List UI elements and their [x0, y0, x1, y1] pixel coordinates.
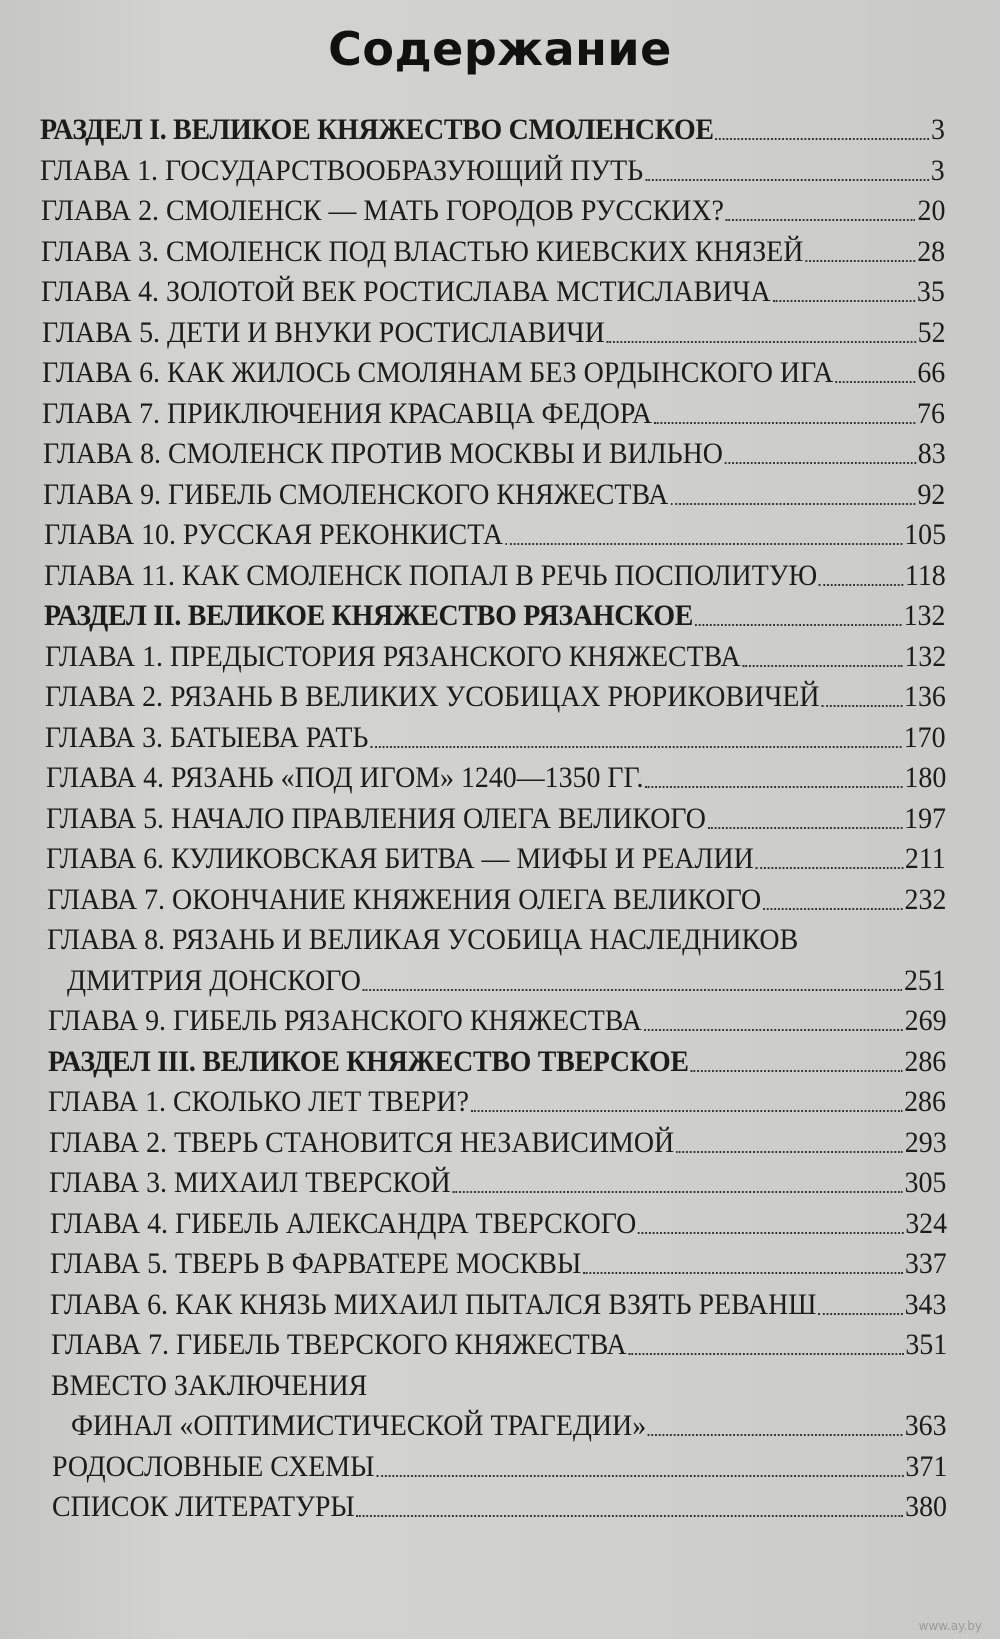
dot-leader	[821, 705, 902, 707]
dot-leader	[504, 543, 901, 545]
toc-page-number: 293	[904, 1125, 947, 1159]
toc-entry-title: РАЗДЕЛ I. ВЕЛИКОЕ КНЯЖЕСТВО СМОЛЕНСКОЕ	[40, 113, 714, 146]
toc-entry-row	[41, 268, 945, 310]
toc-entry-title: СПИСОК ЛИТЕРАТУРЫ	[52, 1490, 355, 1523]
toc-entry-title: ГЛАВА 3. СМОЛЕНСК ПОД ВЛАСТЬЮ КИЕВСКИХ КНЯЗЕЙ	[41, 234, 804, 268]
toc-entry-row	[50, 1200, 947, 1242]
dot-leader	[756, 867, 903, 869]
toc-page-number: 380	[905, 1490, 947, 1523]
toc-page-number: 3	[931, 153, 946, 187]
toc-entry-title: ГЛАВА 5. ТВЕРЬ В ФАРВАТЕРЕ МОСКВЫ	[49, 1247, 582, 1280]
toc-entry-title: ГЛАВА 7. ГИБЕЛЬ ТВЕРСКОГО КНЯЖЕСТВА	[50, 1328, 627, 1361]
toc-entry-row	[46, 835, 946, 877]
toc-entry-row	[47, 916, 946, 958]
toc-page-number: 211	[905, 842, 947, 875]
page-title: Содержание	[328, 22, 672, 76]
dot-leader	[716, 138, 930, 140]
toc-page-number: 105	[903, 518, 946, 551]
toc-entry-title: ДМИТРИЯ ДОНСКОГО	[67, 963, 362, 997]
toc-entry-row	[45, 714, 946, 756]
toc-page-number: 92	[917, 477, 946, 511]
dot-leader	[363, 989, 902, 991]
toc-entry-title: ГЛАВА 4. РЯЗАНЬ «ПОД ИГОМ» 1240—1350 ГГ.	[45, 761, 644, 794]
toc-entry-title: ГЛАВА 9. ГИБЕЛЬ РЯЗАНСКОГО КНЯЖЕСТВА	[47, 1004, 642, 1037]
toc-page-number: 251	[904, 963, 947, 997]
toc-entry-row	[51, 1321, 947, 1363]
toc-entry-title: ФИНАЛ «ОПТИМИСТИЧЕСКОЙ ТРАГЕДИИ»	[71, 1409, 647, 1442]
toc-entry-row	[50, 1281, 946, 1323]
toc-page-number: 180	[904, 761, 946, 794]
dot-leader	[357, 1515, 904, 1517]
toc-page-number: 232	[904, 882, 947, 916]
toc-page-number: 20	[917, 194, 946, 227]
toc-entry-row	[46, 754, 946, 796]
toc-entry-row	[40, 147, 945, 189]
toc-entry-row	[48, 997, 947, 1039]
dot-leader	[583, 1272, 903, 1274]
toc-page-number: 3	[931, 113, 945, 146]
toc-entry-title: ГЛАВА 6. КАК КНЯЗЬ МИХАИЛ ПЫТАЛСЯ ВЗЯТЬ РЕВАНШ	[50, 1287, 817, 1321]
dot-leader	[691, 1070, 903, 1072]
toc-entry-row	[45, 633, 946, 675]
toc-entry-row	[52, 1483, 947, 1525]
dot-leader	[676, 1151, 903, 1153]
dot-leader	[763, 908, 903, 910]
toc-page-number: 305	[904, 1166, 947, 1199]
toc-page-number: 66	[917, 356, 946, 389]
toc-entry-title: ГЛАВА 3. МИХАИЛ ТВЕРСКОЙ	[49, 1166, 451, 1199]
toc-page-number: 132	[903, 599, 946, 632]
toc-entry-row	[44, 511, 946, 553]
watermark: www.ay.by	[918, 1619, 982, 1633]
toc-entry-row	[47, 876, 946, 918]
toc-entry-title: ГЛАВА 6. КУЛИКОВСКАЯ БИТВА — МИФЫ И РЕАЛИИ	[46, 842, 755, 875]
dot-leader	[453, 1191, 903, 1193]
toc-entry-title: ГЛАВА 8. РЯЗАНЬ И ВЕЛИКАЯ УСОБИЦА НАСЛЕДНИКОВ	[47, 923, 799, 956]
toc-page-number: 76	[917, 396, 946, 430]
toc-entry-title: РАЗДЕЛ II. ВЕЛИКОЕ КНЯЖЕСТВО РЯЗАНСКОЕ	[44, 599, 694, 632]
dot-leader	[645, 179, 929, 181]
toc-section-row	[48, 1038, 946, 1080]
toc-entry-row	[43, 430, 946, 472]
toc-entry-title: ГЛАВА 4. ЗОЛОТОЙ ВЕК РОСТИСЛАВА МСТИСЛАВИЧА	[41, 275, 772, 308]
toc-page-number: 324	[904, 1206, 947, 1240]
toc-entry-row	[46, 795, 946, 837]
toc-entry-title: ВМЕСТО ЗАКЛЮЧЕНИЯ	[50, 1368, 368, 1402]
toc-entry-title: ГЛАВА 5. ДЕТИ И ВНУКИ РОСТИСЛАВИЧИ	[41, 315, 605, 349]
toc-entry-title: ГЛАВА 2. СМОЛЕНСК — МАТЬ ГОРОДОВ РУССКИХ?	[40, 194, 724, 227]
toc-entry-title: ГЛАВА 8. СМОЛЕНСК ПРОТИВ МОСКВЫ И ВИЛЬНО	[42, 437, 723, 470]
dot-leader	[819, 584, 903, 586]
toc-entry-title: ГЛАВА 11. КАК СМОЛЕНСК ПОПАЛ В РЕЧЬ ПОСПОЛИТУЮ	[43, 558, 818, 592]
toc-page-number: 52	[917, 315, 946, 349]
toc-page-number: 286	[904, 1044, 947, 1078]
toc-entry-row	[48, 1078, 946, 1120]
toc-entry-row	[43, 471, 945, 513]
dot-leader	[805, 260, 915, 262]
toc-entry-row	[51, 1362, 947, 1404]
toc-entry-title: ГЛАВА 1. ГОСУДАРСТВООБРАЗУЮЩИЙ ПУТЬ	[40, 153, 644, 187]
toc-entry-row	[41, 187, 945, 229]
toc-entry-title: ГЛАВА 10. РУССКАЯ РЕКОНКИСТА	[43, 518, 503, 551]
toc-page-number: 337	[904, 1247, 947, 1280]
dot-leader	[654, 422, 915, 424]
toc-entry-title: ГЛАВА 6. КАК ЖИЛОСЬ СМОЛЯНАМ БЕЗ ОРДЫНСКОГО ИГА	[42, 356, 834, 389]
toc-page-number: 351	[904, 1328, 947, 1361]
dot-leader	[695, 624, 902, 626]
toc-section-row	[40, 106, 945, 148]
toc-entry-row	[42, 390, 945, 432]
toc-entry-title: ГЛАВА 2. РЯЗАНЬ В ВЕЛИКИХ УСОБИЦАХ РЮРИКОВИЧЕЙ	[44, 680, 820, 713]
dot-leader	[708, 827, 902, 829]
toc-entry-row	[49, 1119, 947, 1161]
dot-leader	[376, 1475, 903, 1477]
dot-leader	[471, 1110, 902, 1112]
dot-leader	[638, 1232, 903, 1234]
toc-page-number: 363	[905, 1409, 947, 1442]
toc-entry-title: ГЛАВА 2. ТВЕРЬ СТАНОВИТСЯ НЕЗАВИСИМОЙ	[48, 1125, 674, 1159]
toc-entry-title: ГЛАВА 4. ГИБЕЛЬ АЛЕКСАНДРА ТВЕРСКОГО	[49, 1206, 636, 1240]
toc-page-number: 286	[904, 1085, 947, 1118]
toc-entry-title: ГЛАВА 7. ПРИКЛЮЧЕНИЯ КРАСАВЦА ФЕДОРА	[42, 396, 653, 430]
toc-entry-title: ГЛАВА 1. СКОЛЬКО ЛЕТ ТВЕРИ?	[48, 1085, 470, 1118]
toc-section-row	[44, 592, 945, 634]
toc-entry-row	[67, 957, 946, 999]
toc-page-number: 118	[904, 558, 946, 592]
dot-leader	[742, 665, 902, 667]
toc-entry-title: РОДОСЛОВНЫЕ СХЕМЫ	[51, 1449, 375, 1483]
toc-entry-row	[41, 228, 945, 270]
toc-entry-title: ГЛАВА 1. ПРЕДЫСТОРИЯ РЯЗАНСКОГО КНЯЖЕСТВА	[44, 639, 741, 673]
dot-leader	[773, 300, 915, 302]
toc-entry-title: ГЛАВА 7. ОКОНЧАНИЕ КНЯЖЕНИЯ ОЛЕГА ВЕЛИКОГО	[46, 882, 761, 916]
toc-page-number: 170	[904, 720, 946, 754]
toc-entry-row	[50, 1240, 947, 1282]
toc-page-number: 132	[903, 639, 946, 673]
toc-entry-row	[52, 1443, 947, 1485]
toc-entry-row	[71, 1402, 947, 1444]
dot-leader	[725, 462, 916, 464]
dot-leader	[371, 746, 903, 748]
toc-page-number: 83	[917, 437, 946, 470]
dot-leader	[648, 1434, 903, 1436]
toc-page-number: 28	[917, 234, 946, 268]
toc-page-number: 269	[904, 1004, 947, 1037]
dot-leader	[628, 1353, 903, 1355]
toc-page-number: 136	[903, 680, 946, 713]
dot-leader	[643, 1029, 902, 1031]
dot-leader	[818, 1313, 903, 1315]
toc-entry-row	[42, 349, 945, 391]
toc-page-number: 343	[904, 1287, 947, 1321]
toc-entry-title: ГЛАВА 5. НАЧАЛО ПРАВЛЕНИЯ ОЛЕГА ВЕЛИКОГО	[46, 801, 706, 835]
toc-entry-row	[49, 1159, 946, 1201]
toc-entry-title: ГЛАВА 9. ГИБЕЛЬ СМОЛЕНСКОГО КНЯЖЕСТВА	[43, 477, 669, 511]
toc-page-number: 35	[917, 275, 946, 308]
dot-leader	[725, 219, 915, 221]
dot-leader	[606, 341, 915, 343]
toc-entry-title: ГЛАВА 3. БАТЫЕВА РАТЬ	[45, 720, 369, 754]
dot-leader	[835, 381, 915, 383]
toc-entry-title: РАЗДЕЛ III. ВЕЛИКОЕ КНЯЖЕСТВО ТВЕРСКОЕ	[48, 1044, 689, 1078]
toc-entry-row	[44, 552, 946, 594]
dot-leader	[670, 503, 915, 505]
dot-leader	[645, 786, 902, 788]
toc-page-number: 197	[904, 801, 946, 835]
toc-page-number: 371	[905, 1449, 947, 1483]
toc-entry-row	[45, 673, 946, 715]
toc-entry-row	[42, 309, 946, 351]
